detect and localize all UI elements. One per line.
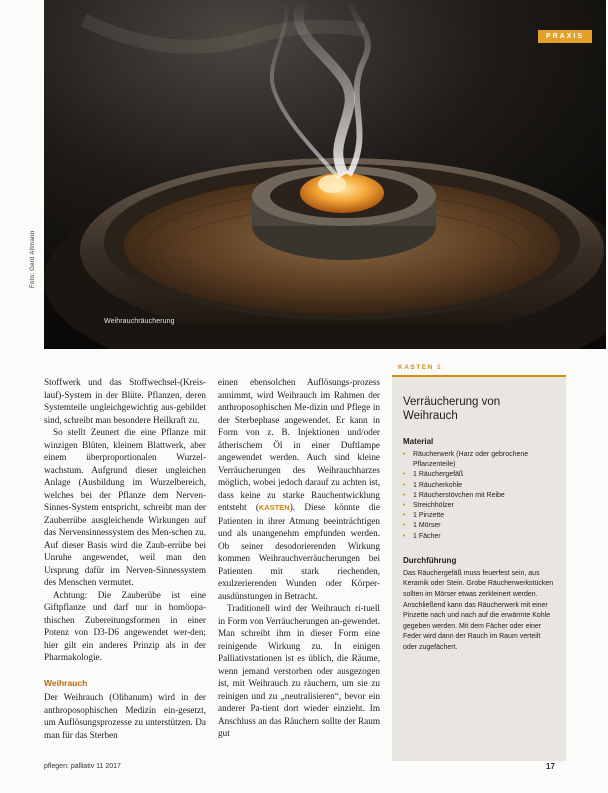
box-title: Verräucherung von Weihrauch <box>403 396 501 422</box>
box-label: KASTEN 1 <box>398 364 443 371</box>
article-column-2 <box>218 376 380 740</box>
category-tab: PRAXIS <box>538 30 592 43</box>
journal-footer: pflegen: palliativ 11 2017 <box>44 763 121 770</box>
header-photo <box>44 0 606 349</box>
list-item: • 1 Mörser <box>403 521 555 531</box>
photo-credit: Foto: Gerd Altmann <box>30 230 36 288</box>
paragraph: Stoffwerk und das Stoffwechsel-(Kreis-lauf)-System in der Blüte. Pflanzen, deren Systemteile ungleichgewichtig aus-gebildet sind, schreibt man besondere Heilkraft zu. <box>44 377 206 425</box>
procedure-text: Das Räuchergefäß muss feuerfest sein, aus Keramik oder Stein. Grobe Räucherwerkstücken sollten im Mörser etwas zerkleinert werden. Anschließend kann das Räucherwerk mit einer Pinzette nach und nach auf die erwärmte Kohle gegeben werden. Mit dem Fächer oder einer Feder wird dann der Rauch im Raum verteilt oder zugefächert. <box>403 569 554 651</box>
photo-caption: Weihrauchräucherung <box>104 318 175 325</box>
article-column-1 <box>44 376 206 741</box>
material-list <box>392 450 566 542</box>
list-item: • 1 Fächer <box>403 532 555 542</box>
paragraph: So stellt Zeunert die eine Pflanze mit winzigen Blüten, kleinem Blattwerk, aber einem überproportionalen Wurzel-wachstum. Aufgrund dieser ungleichen Anlage (Ausbildung im Wurzelbereich, welches bei der Pflanze dem Nerven-Sinnes-System entspricht, schreibt man der Zauberrübe ausgleichende Wirkungen auf das Nervensinnessystem des Men-schen zu. Auf dieser Basis wird die Zaub-errübe bei Unruhe angewendet, weil man den Ursprung dafür im Nerven-Sinnessystem des Menschen vermutet. <box>44 427 206 587</box>
paragraph: Der Weihrauch (Olibanum) wird in der anthroposophischen Medizin ein-gesetzt, um Auflösungsprozesse zu unterstützen. Da man für das Sterben <box>44 692 206 740</box>
section-heading-weihrauch: Weihrauch <box>44 677 88 688</box>
paragraph: Traditionell wird der Weihrauch ri-tuell in Form von Verräucherungen an-gewendet. Man schreibt ihm in dieser Form eine reinigende Wirkung zu. In einigen Palliativstationen ist es üblich, die Räume, wenn jemand verstorben oder ausgezogen ist, mit Weihrauch zu räuchern, um sie zu reinigen und zu „neutralisieren“, bevor ein anderer Pa-tient dort wieder einzieht. Im Anschluss an das Räuchern sollte der Raum gut <box>218 603 380 738</box>
paragraph-text: . Diese könnte die Patienten in ihrer Atmung beeinträchtigen und als unangenehm empfunden werden. Ob seiner desodorierenden Wirkung kommen Weihrauchverräucherungen bei Patienten mit stark riechenden, exulzerierenden Wunden oder Körper-ausdünstungen in Betracht. <box>218 502 380 601</box>
list-item: • Räucherwerk (Harz oder gebrochene Pflanzenteile) <box>403 450 555 470</box>
incense-burner-image <box>44 0 606 349</box>
list-item: • 1 Räucherkohle <box>403 481 555 491</box>
material-heading: Material <box>403 437 434 446</box>
page-number: 17 <box>546 762 555 771</box>
list-item: • 1 Pinzette <box>403 511 555 521</box>
list-item: • 1 Räuchergefäß <box>403 470 555 480</box>
paragraph: einen ebensolchen Auflösungs-prozess annimmt, wird Weihrauch im Rahmen der anthroposophischen Me-dizin und Pflege in der Sterbephase angewendet. Er kann in Form von z. B. Injektionen und/oder ätherischem Öl in einer Duftlampe angewendet werden. Auch sind kleine Verräucherungen des Weihrauchharzes möglich, wobei jedoch darauf zu achten ist, dass keine zu starke Rauchentwicklung entsteht (KASTEN). Diese könnte die Patienten in ihrer Atmung beeinträchtigen und als unangenehm empfunden werden. Ob seiner desodorierenden Wirkung kommen Weihrauchverräucherungen bei Patienten mit stark riechenden, exulzerierenden Wunden oder Körper-ausdünstungen in Betracht. <box>218 377 380 601</box>
list-item: • 1 Räucherstövchen mit Reibe <box>403 491 555 501</box>
box-reference: KASTEN <box>258 503 290 512</box>
paragraph: Achtung: Die Zauberübe ist eine Giftpflanze und darf nur in homöopa-thischen Zubereitungsformen in einer Potenz von D3-D6 angewendet wer-den; hier gilt ein anderes Prinzip als in der Pharmakologie. <box>44 589 206 662</box>
list-item: • Streichhölzer <box>403 501 555 511</box>
paragraph-text: einen ebensolchen Auflösungs-prozess annimmt, wird Weihrauch im Rahmen der anthroposophischen Me-dizin und Pflege in der Sterbephase angewendet. Er kann in Form von z. B. Injektionen und/oder ätherischem Öl in einer Duftlampe angewendet werden. Auch sind kleine Verräucherungen des Weihrauchharzes möglich, wobei jedoch darauf zu achten ist, dass keine zu starke Rauchentwicklung entsteht <box>218 377 380 512</box>
info-box <box>392 375 566 761</box>
procedure-heading: Durchführung <box>403 555 457 565</box>
